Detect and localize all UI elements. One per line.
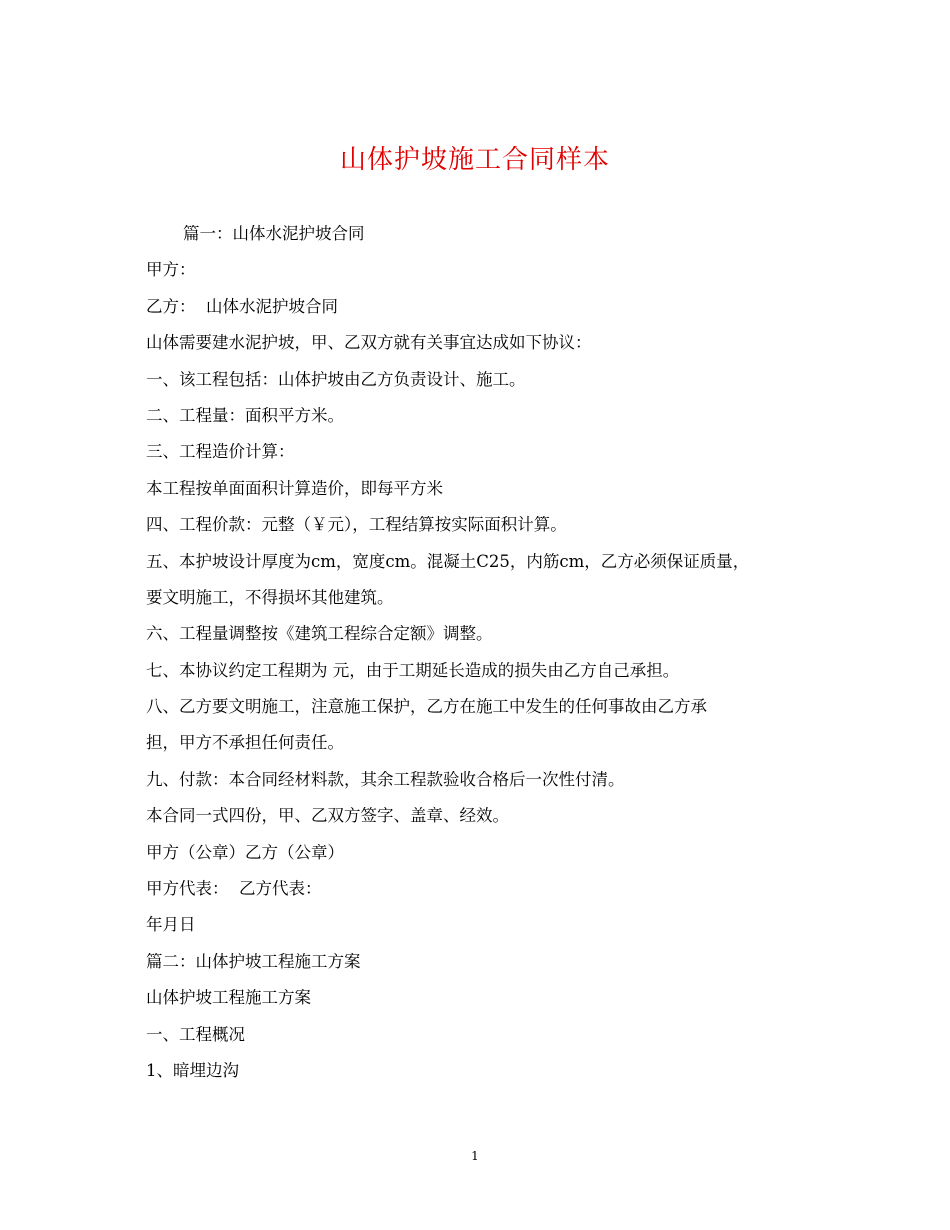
paragraph-line: 甲方（公章）乙方（公章） [146, 842, 344, 862]
paragraph-line: 四、工程价款：元整（￥元），工程结算按实际面积计算。 [146, 515, 567, 535]
paragraph-line: 九、付款：本合同经材料款，其余工程款验收合格后一次性付清。 [146, 769, 625, 789]
paragraph-line: 七、本协议约定工程期为 元，由于工期延长造成的损失由乙方自己承担。 [146, 660, 680, 680]
paragraph-line: 甲方： [146, 260, 196, 280]
paragraph-line: 一、工程概况 [146, 1024, 245, 1044]
paragraph-line: 篇一：山体水泥护坡合同 [183, 224, 365, 243]
paragraph-line: 一、该工程包括：山体护坡由乙方负责设计、施工。 [146, 369, 526, 389]
paragraph-line: 本工程按单面面积计算造价，即每平方米 [146, 478, 443, 498]
page-number: 1 [471, 1149, 479, 1163]
document-title: 山体护坡施工合同样本 [339, 145, 610, 175]
paragraph-line: 篇二：山体护坡工程施工方案 [146, 951, 361, 971]
paragraph-line: 六、工程量调整按《建筑工程综合定额》调整。 [146, 624, 493, 644]
paragraph-line: 担，甲方不承担任何责任。 [146, 733, 344, 753]
paragraph-line: 二、工程量：面积平方米。 [146, 405, 344, 425]
paragraph-line: 八、乙方要文明施工，注意施工保护，乙方在施工中发生的任何事故由乙方承 [146, 697, 707, 717]
paragraph-line: 年月日 [146, 915, 196, 935]
paragraph-line: 山体护坡工程施工方案 [146, 988, 311, 1008]
paragraph-line: 山体需要建水泥护坡，甲、乙双方就有关事宜达成如下协议： [146, 333, 592, 353]
paragraph-line: 乙方： 山体水泥护坡合同 [146, 296, 338, 316]
paragraph-line: 1、暗埋边沟 [146, 1060, 239, 1080]
paragraph-line: 本合同一式四份，甲、乙双方签字、盖章、经效。 [146, 806, 509, 826]
paragraph-line: 三、工程造价计算： [146, 442, 295, 462]
paragraph-line: 五、本护坡设计厚度为cm，宽度cm。混凝土C25，内筋cm，乙方必须保证质量， [146, 551, 750, 571]
document-body [146, 216, 826, 1089]
paragraph-line: 要文明施工，不得损坏其他建筑。 [146, 587, 394, 607]
paragraph-line: 甲方代表： 乙方代表： [146, 879, 322, 899]
